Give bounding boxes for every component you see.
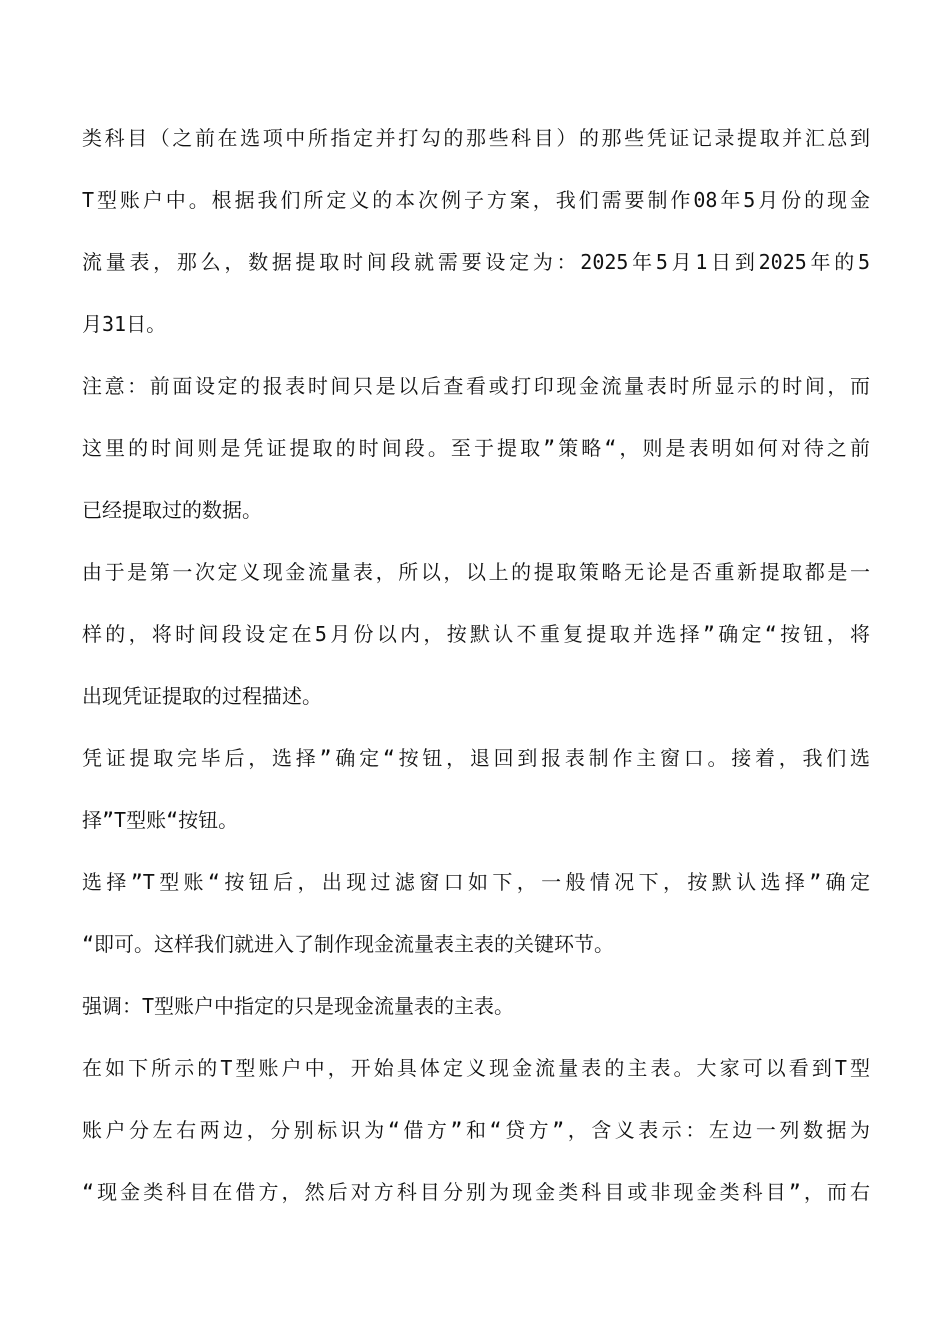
text-line: 月31日。 (82, 312, 167, 336)
text-line: 账户分左右两边，分别标识为“借方”和“贷方”，含义表示：左边一列数据为 (82, 1118, 870, 1142)
paragraph-emphasis (82, 984, 870, 1046)
text-line: “即可。这样我们就进入了制作现金流量表主表的关键环节。 (82, 932, 615, 956)
text-line: 样的，将时间段设定在5月份以内，按默认不重复提取并选择”确定“按钮，将 (82, 622, 870, 646)
text-line: T型账户中。根据我们所定义的本次例子方案，我们需要制作08年5月份的现金 (82, 188, 870, 212)
paragraph-note (82, 364, 870, 550)
paragraph-first-definition (82, 550, 870, 736)
text-line: 注意：前面设定的报表时间只是以后查看或打印现金流量表时所显示的时间，而 (82, 374, 870, 398)
text-line: 选择”T型账“按钮后，出现过滤窗口如下，一般情况下，按默认选择”确定 (82, 870, 870, 894)
text-line: 强调：T型账户中指定的只是现金流量表的主表。 (82, 994, 515, 1018)
text-line: 凭证提取完毕后，选择”确定“按钮，退回到报表制作主窗口。接着，我们选 (82, 746, 870, 770)
text-line: “现金类科目在借方，然后对方科目分别为现金类科目或非现金类科目”，而右 (82, 1180, 870, 1204)
text-line: 这里的时间则是凭证提取的时间段。至于提取”策略“，则是表明如何对待之前 (82, 436, 870, 460)
paragraph-t-account (82, 1046, 870, 1232)
text-line: 已经提取过的数据。 (82, 498, 262, 522)
paragraph-extraction-period (82, 116, 870, 364)
text-line: 类科目（之前在选项中所指定并打勾的那些科目）的那些凭证记录提取并汇总到 (82, 126, 870, 150)
paragraph-filter-window (82, 860, 870, 984)
text-line: 由于是第一次定义现金流量表，所以，以上的提取策略无论是否重新提取都是一 (82, 560, 870, 584)
text-line: 出现凭证提取的过程描述。 (82, 684, 322, 708)
paragraph-after-extraction (82, 736, 870, 860)
text-line: 在如下所示的T型账户中，开始具体定义现金流量表的主表。大家可以看到T型 (82, 1056, 870, 1080)
text-line: 流量表，那么，数据提取时间段就需要设定为：2025年5月1日到2025年的5 (82, 250, 870, 274)
document-body (82, 116, 870, 1232)
text-line: 择”T型账“按钮。 (82, 808, 239, 832)
